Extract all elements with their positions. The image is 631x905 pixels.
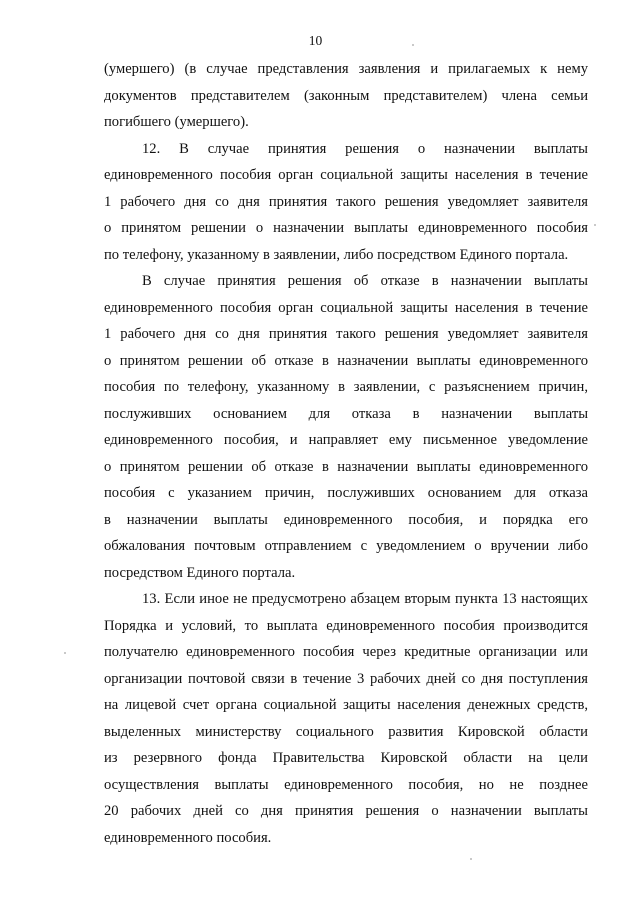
paragraph <box>104 56 588 136</box>
text-line: В случае принятия решения об отказе в назначении выплаты <box>142 273 588 289</box>
paragraph <box>104 586 588 851</box>
text-line: о принятом решении об отказе в назначении выплаты единовременного <box>104 352 588 369</box>
text-line: послуживших основанием для отказа в назначении выплаты <box>104 405 588 422</box>
paragraph <box>104 268 588 586</box>
text-line: погибшего (умершего). <box>104 114 249 130</box>
text-line: единовременного пособия орган социальной защиты населения в течение <box>104 167 588 183</box>
scan-speck <box>412 44 414 46</box>
text-line: организации почтовой связи в течение 3 рабочих дней со дня поступления <box>104 670 588 687</box>
text-line: в назначении выплаты единовременного пособия, и порядка его <box>104 511 588 528</box>
text-line: 20 рабочих дней со дня принятия решения о назначении выплаты <box>104 803 588 819</box>
paragraph <box>104 136 588 269</box>
text-line: получателю единовременного пособия через кредитные организации или <box>104 644 588 660</box>
text-line: обжалования почтовым отправлением с уведомлением о вручении либо <box>104 538 588 554</box>
scan-speck <box>594 224 596 226</box>
text-line: 1 рабочего дня со дня принятия такого решения уведомляет заявителя <box>104 193 588 210</box>
text-line: документов представителем (законным представителем) члена семьи <box>104 87 588 104</box>
page-number: 10 <box>308 33 323 48</box>
text-line: 12. В случае принятия решения о назначении выплаты <box>142 140 588 157</box>
text-line: выделенных министерству социального развития Кировской области <box>104 723 588 740</box>
text-line: единовременного пособия орган социальной защиты населения в течение <box>104 299 588 316</box>
text-line: Порядка и условий, то выплата единовременного пособия производится <box>104 617 588 634</box>
text-line: 13. Если иное не предусмотрено абзацем вторым пункта 13 настоящих <box>142 591 588 607</box>
scan-speck <box>470 858 472 860</box>
text-line: осуществления выплаты единовременного пособия, но не позднее <box>104 776 588 793</box>
text-line: (умершего) (в случае представления заявления и прилагаемых к нему <box>104 61 588 77</box>
text-line: из резервного фонда Правительства Кировской области на цели <box>104 750 588 766</box>
text-line: на лицевой счет органа социальной защиты населения денежных средств, <box>104 697 588 713</box>
text-line: пособия по телефону, указанному в заявлении, с разъяснением причин, <box>104 379 588 395</box>
text-line: о принятом решении о назначении выплаты единовременного пособия <box>104 220 588 236</box>
text-line: пособия с указанием причин, послуживших основанием для отказа <box>104 485 588 501</box>
text-line: единовременного пособия, и направляет ему письменное уведомление <box>104 432 588 448</box>
scan-speck <box>64 652 66 654</box>
text-line: о принятом решении об отказе в назначении выплаты единовременного <box>104 458 588 475</box>
text-line: посредством Единого портала. <box>104 564 296 581</box>
document-body <box>104 56 588 851</box>
text-line: 1 рабочего дня со дня принятия такого решения уведомляет заявителя <box>104 326 588 342</box>
text-line: единовременного пособия. <box>104 829 272 846</box>
text-line: по телефону, указанному в заявлении, либо посредством Единого портала. <box>104 246 569 263</box>
